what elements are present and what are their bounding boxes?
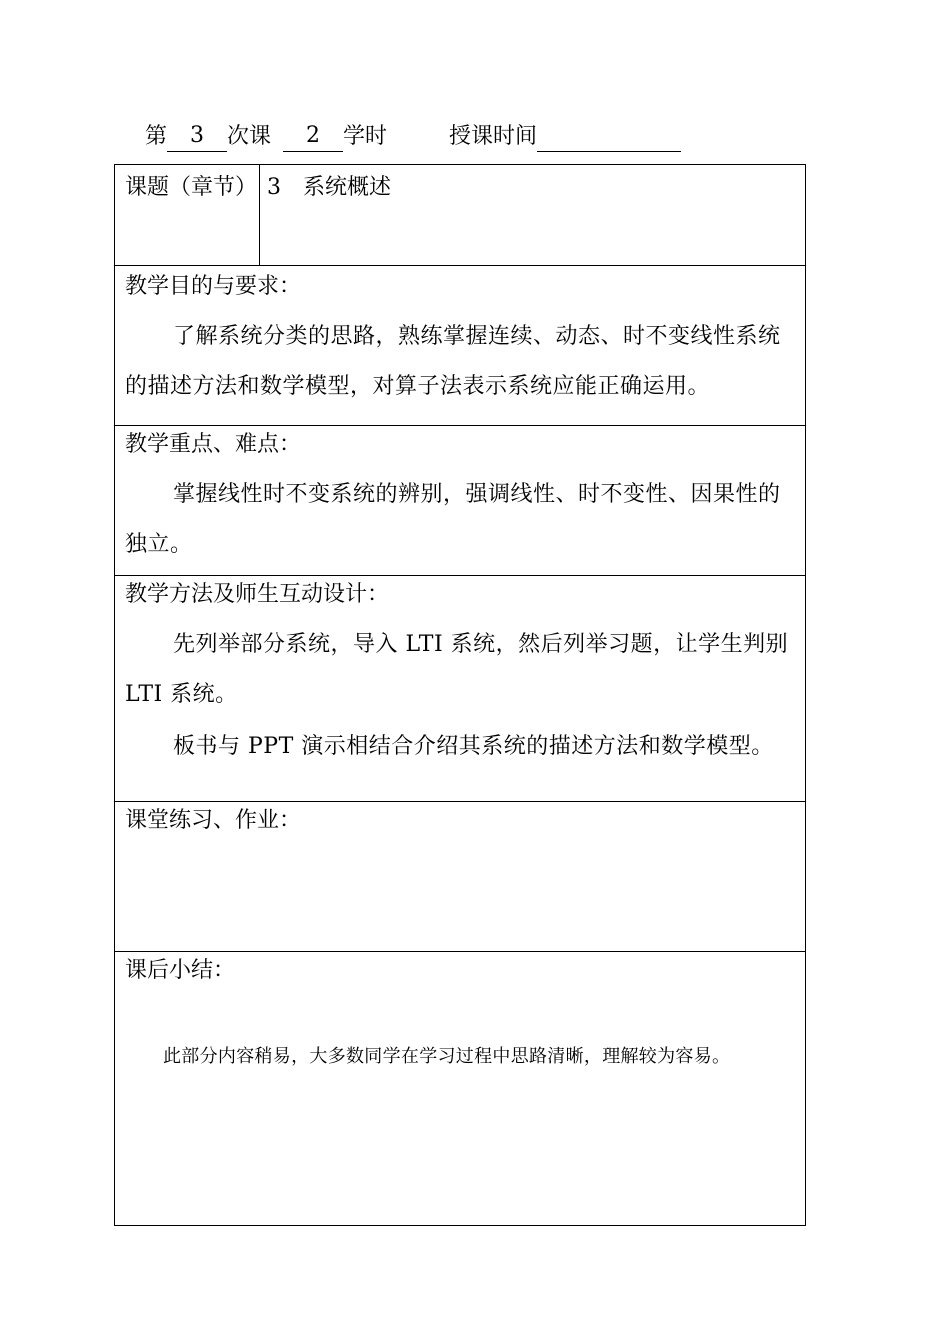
teaching-time-label: 授课时间 bbox=[449, 124, 538, 149]
topic-value: 3 系统概述 bbox=[267, 175, 391, 200]
lesson-suffix: 次课 bbox=[227, 124, 272, 149]
hours-suffix: 学时 bbox=[343, 124, 388, 149]
summary-row bbox=[115, 952, 805, 1225]
methods-paragraph-1: 先列举部分系统，导入 LTI 系统，然后列举习题，让学生判别 LTI 系统。 bbox=[125, 632, 789, 707]
methods-paragraph-2: 板书与 PPT 演示相结合介绍其系统的描述方法和数学模型。 bbox=[173, 734, 774, 759]
objectives-label: 教学目的与要求： bbox=[125, 274, 302, 299]
exercises-label: 课堂练习、作业： bbox=[125, 808, 302, 833]
topic-cell-divider bbox=[259, 165, 260, 265]
exercises-row bbox=[115, 802, 805, 952]
key-points-row bbox=[115, 426, 805, 576]
objectives-row bbox=[115, 266, 805, 426]
key-points-label: 教学重点、难点： bbox=[125, 432, 302, 457]
teaching-time-field bbox=[537, 151, 681, 152]
lesson-number-field: 3 bbox=[167, 121, 227, 152]
lesson-header bbox=[145, 118, 681, 152]
key-points-paragraph: 掌握线性时不变系统的辨别，强调线性、时不变性、因果性的独立。 bbox=[125, 482, 781, 557]
methods-row bbox=[115, 576, 805, 802]
summary-text: 此部分内容稍易，大多数同学在学习过程中思路清晰，理解较为容易。 bbox=[163, 1046, 731, 1067]
hours-number-field: 2 bbox=[283, 121, 343, 152]
summary-label: 课后小结： bbox=[125, 958, 236, 983]
topic-label: 课题（章节） bbox=[125, 175, 258, 200]
lesson-prefix: 第 bbox=[145, 124, 168, 149]
lesson-plan-table bbox=[114, 164, 806, 1226]
methods-label: 教学方法及师生互动设计： bbox=[125, 582, 390, 607]
topic-row bbox=[115, 165, 805, 266]
objectives-paragraph: 了解系统分类的思路，熟练掌握连续、动态、时不变线性系统的描述方法和数学模型，对算子法表示系统应能正确运用。 bbox=[125, 324, 781, 399]
